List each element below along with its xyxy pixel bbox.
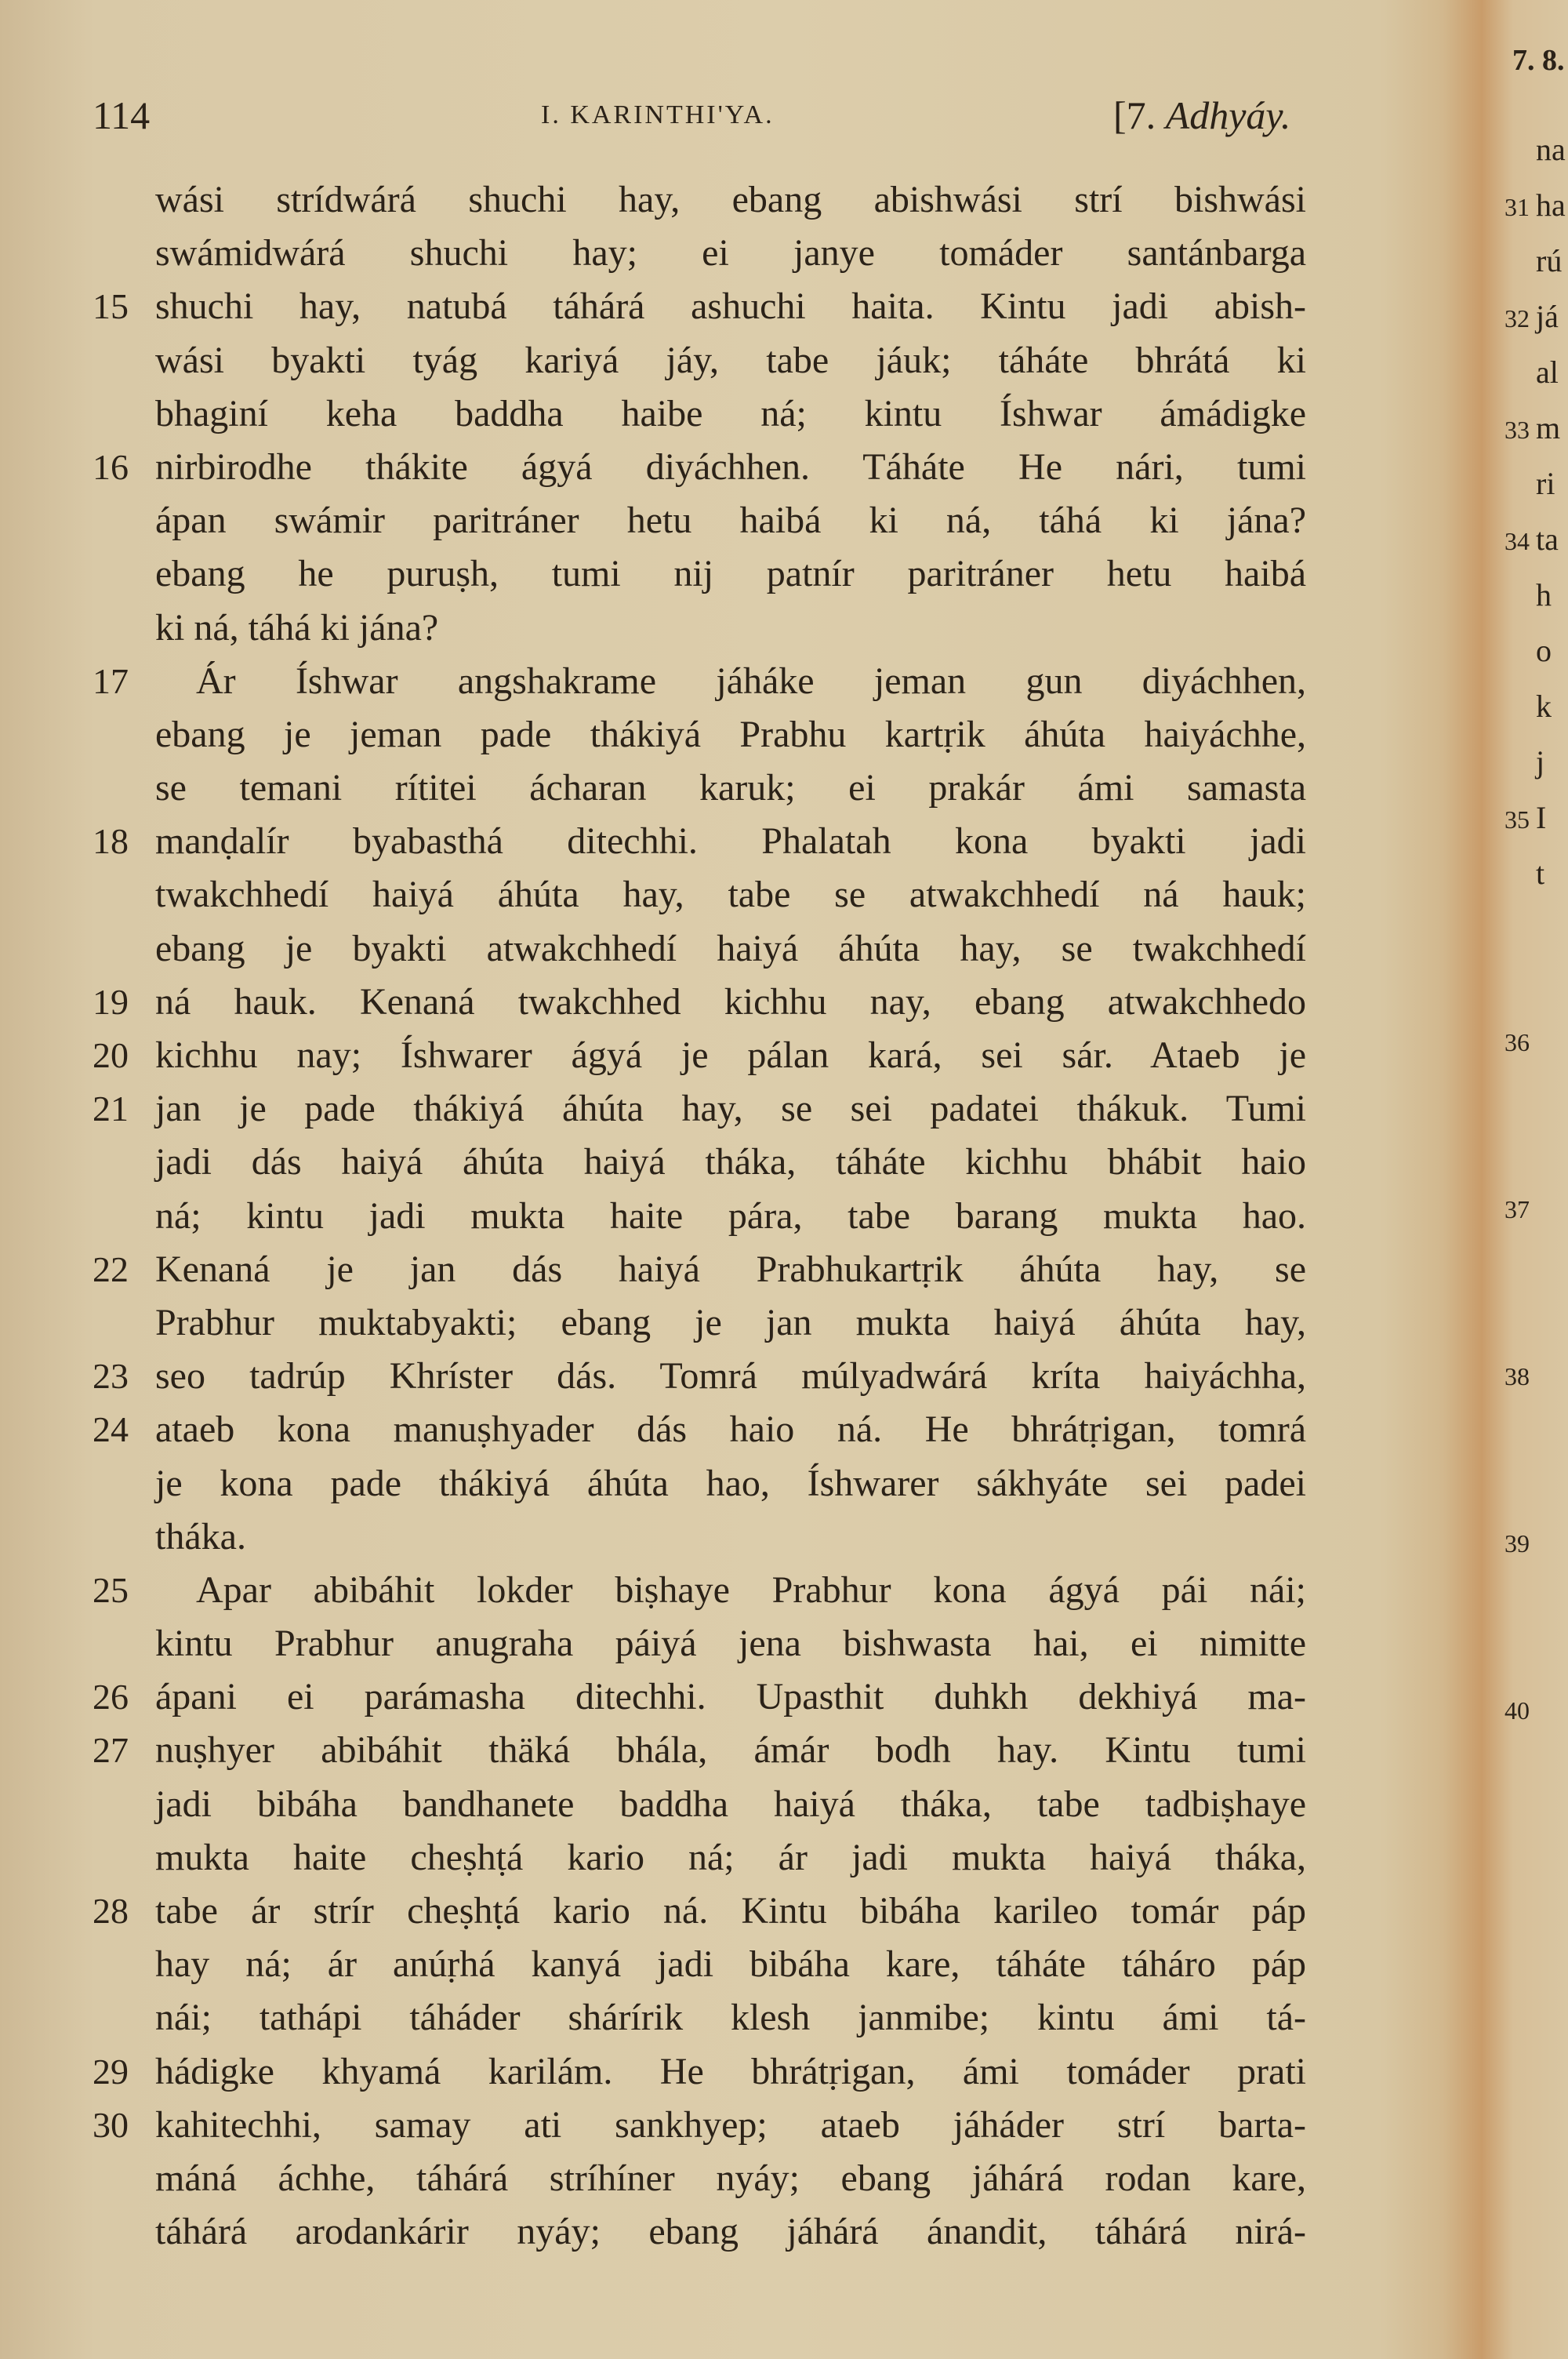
text-line <box>0 815 1458 868</box>
text-line <box>0 1243 1458 1296</box>
line-text: seo tadrúp Khríster dás. Tomrá múlyadwárá kríta haiyáchha, <box>155 1355 1306 1398</box>
facing-line-text: I <box>1536 800 1547 835</box>
text-line <box>0 1082 1458 1136</box>
line-text: Kenaná je jan dás haiyá Prabhukartṛik áhúta hay, se <box>155 1248 1306 1290</box>
text-line <box>0 1510 1458 1564</box>
facing-line <box>1494 122 1566 177</box>
line-text: tháka. <box>155 1515 246 1558</box>
text-line <box>0 547 1458 601</box>
facing-line <box>1494 957 1536 1012</box>
facing-verse-number: 32 <box>1504 304 1530 333</box>
facing-line <box>1494 901 1536 957</box>
text-line <box>0 708 1458 761</box>
facing-line-text: ta <box>1536 522 1559 557</box>
text-line <box>0 922 1458 976</box>
facing-line-text: k <box>1536 689 1552 724</box>
text-line <box>0 1778 1458 1831</box>
text-line <box>0 1885 1458 1938</box>
facing-line-text: al <box>1536 354 1559 390</box>
verse-number: 19 <box>93 981 129 1022</box>
facing-line <box>1494 1402 1536 1458</box>
line-text: manḍalír byabasthá ditechhi. Phalatah kona byakti jadi <box>155 820 1306 863</box>
line-text: twakchhedí haiyá áhúta hay, tabe se atwakchhedí ná hauk; <box>155 874 1306 916</box>
line-text: hádigke khyamá karilám. He bhrátṛigan, ámi tomáder prati <box>155 2050 1306 2092</box>
line-text: se temani rítitei ácharan karuk; ei prakár ámi samasta <box>155 767 1306 809</box>
line-text: jan je pade thákiyá áhúta hay, se sei padatei thákuk. Tumi <box>155 1088 1306 1130</box>
line-text: ki ná, táhá ki jána? <box>155 606 439 649</box>
facing-line <box>1494 845 1544 901</box>
chapter-word: Adhyáy. <box>1165 93 1291 137</box>
text-line <box>0 334 1458 387</box>
line-text: Prabhur muktabyakti; ebang je jan mukta haiyá áhúta hay, <box>155 1301 1306 1343</box>
facing-verse-number: 36 <box>1504 1028 1530 1056</box>
text-line <box>0 1350 1458 1403</box>
body-text <box>0 173 1458 2259</box>
facing-page-edge <box>1494 0 1568 2359</box>
facing-line <box>1494 456 1555 511</box>
text-line <box>0 761 1458 815</box>
facing-line <box>1494 1180 1536 1235</box>
line-text: ápan swámir paritráner hetu haibá ki ná, táhá ki jána? <box>155 500 1306 542</box>
text-line <box>0 2152 1458 2205</box>
facing-line <box>1494 1012 1536 1068</box>
text-line <box>0 387 1458 441</box>
verse-number: 28 <box>93 1891 129 1931</box>
line-text: hay ná; ár anúṛhá kanyá jadi bibáha kare, táháte táháro páp <box>155 1943 1306 1986</box>
facing-line-text: na <box>1536 132 1566 167</box>
line-text: tabe ár strír cheṣhṭá kario ná. Kintu bibáha karileo tomár páp <box>155 1890 1306 1932</box>
text-line <box>0 1029 1458 1082</box>
verse-number: 30 <box>93 2104 129 2145</box>
text-line <box>0 1564 1458 1617</box>
text-line <box>0 1938 1458 1991</box>
text-line <box>0 441 1458 494</box>
facing-verse-number: 39 <box>1504 1529 1530 1558</box>
facing-verse-number: 33 <box>1504 416 1530 444</box>
facing-line-text: m <box>1536 410 1561 445</box>
verse-number: 17 <box>93 660 129 701</box>
text-line <box>0 1670 1458 1724</box>
text-line <box>0 1190 1458 1243</box>
text-line <box>0 2045 1458 2099</box>
verse-number: 20 <box>93 1035 129 1075</box>
verse-number: 22 <box>93 1249 129 1289</box>
verse-number: 16 <box>93 446 129 487</box>
line-text: ápani ei parámasha ditechhi. Upasthit duhkh dekhiyá ma- <box>155 1676 1306 1718</box>
facing-line-text: ri <box>1536 466 1555 501</box>
text-line <box>0 976 1458 1029</box>
text-line <box>0 868 1458 921</box>
verse-number: 27 <box>93 1730 129 1771</box>
facing-line-text: rú <box>1536 243 1563 278</box>
facing-line <box>1494 177 1566 233</box>
facing-line <box>1494 344 1559 400</box>
line-text: kichhu nay; Íshwarer ágyá je pálan kará, sei sár. Ataeb je <box>155 1034 1306 1076</box>
line-text: nirbirodhe thákite ágyá diyáchhen. Táháte He nári, tumi <box>155 445 1306 488</box>
text-line <box>0 1136 1458 1189</box>
facing-line <box>1494 1514 1536 1569</box>
facing-line-text: o <box>1536 633 1552 668</box>
facing-line <box>1494 511 1559 567</box>
facing-line <box>1494 1235 1536 1291</box>
text-line <box>0 1617 1458 1670</box>
verse-number: 18 <box>93 821 129 862</box>
facing-line <box>1494 1068 1536 1124</box>
line-text: shuchi hay, natubá táhárá ashuchi haita. Kintu jadi abish- <box>155 285 1306 328</box>
verse-number: 21 <box>93 1089 129 1129</box>
facing-verse-number: 31 <box>1504 193 1530 221</box>
line-text: Ár Íshwar angshakrame jáháke jeman gun diyáchhen, <box>196 660 1306 702</box>
text-line <box>0 494 1458 547</box>
facing-verse-number: 40 <box>1504 1696 1530 1725</box>
text-line <box>0 1457 1458 1510</box>
line-text: nái; tathápi táháder shárírik klesh janmibe; kintu ámi tá- <box>155 1997 1306 2039</box>
verse-number: 29 <box>93 2051 129 2092</box>
facing-line <box>1494 678 1552 734</box>
facing-line <box>1494 233 1562 289</box>
line-text: ebang je jeman pade thákiyá Prabhu kartṛik áhúta haiyáchhe, <box>155 713 1306 755</box>
facing-page-header: 7. 8. <box>1512 44 1565 77</box>
facing-line <box>1494 1347 1536 1402</box>
facing-line-text: já <box>1536 299 1559 334</box>
facing-line <box>1494 1291 1536 1347</box>
line-text: ebang je byakti atwakchhedí haiyá áhúta hay, se twakchhedí <box>155 927 1306 969</box>
verse-number: 26 <box>93 1677 129 1717</box>
facing-line <box>1494 1625 1536 1681</box>
line-text: bhaginí keha baddha haibe ná; kintu Íshwar ámádigke <box>155 392 1306 434</box>
facing-verse-number: 37 <box>1504 1195 1530 1223</box>
text-line <box>0 2205 1458 2259</box>
facing-line-text: h <box>1536 577 1552 612</box>
text-line <box>0 227 1458 280</box>
text-line <box>0 1403 1458 1456</box>
line-text: táhárá arodankárir nyáy; ebang jáhárá ánandit, táhárá nirá- <box>155 2211 1306 2253</box>
facing-line <box>1494 1124 1536 1180</box>
line-text: je kona pade thákiyá áhúta hao, Íshwarer sákhyáte sei padei <box>155 1462 1306 1504</box>
text-line <box>0 655 1458 708</box>
facing-verse-number: 38 <box>1504 1362 1530 1390</box>
text-line <box>0 173 1458 227</box>
line-text: ebang he puruṣh, tumi nij patnír paritráner hetu haibá <box>155 553 1306 595</box>
line-text: mukta haite cheṣhṭá kario ná; ár jadi mukta haiyá tháka, <box>155 1836 1306 1878</box>
facing-line <box>1494 1458 1536 1514</box>
line-text: kahitechhi, samay ati sankhyep; ataeb jáháder strí barta- <box>155 2103 1306 2146</box>
facing-line <box>1494 623 1552 678</box>
text-line <box>0 280 1458 333</box>
facing-line <box>1494 1569 1536 1625</box>
line-text: máná áchhe, táhárá stríhíner nyáy; ebang jáhárá rodan kare, <box>155 2157 1306 2199</box>
text-line <box>0 1991 1458 2045</box>
line-text: ataeb kona manuṣhyader dás haio ná. He bhrátṛigan, tomrá <box>155 1408 1306 1451</box>
line-text: kintu Prabhur anugraha páiyá jena bishwasta hai, ei nimitte <box>155 1623 1306 1665</box>
text-line <box>0 2099 1458 2152</box>
facing-line <box>1494 567 1552 623</box>
line-text: wási byakti tyág kariyá jáy, tabe jáuk; táháte bhrátá ki <box>155 339 1306 381</box>
text-line <box>0 1831 1458 1885</box>
line-text: Apar abibáhit lokder biṣhaye Prabhur kona ágyá pái nái; <box>196 1568 1306 1611</box>
text-line <box>0 1296 1458 1350</box>
line-text: jadi bibáha bandhanete baddha haiyá tháka, tabe tadbiṣhaye <box>155 1783 1306 1825</box>
line-text: ná hauk. Kenaná twakchhed kichhu nay, ebang atwakchhedo <box>155 980 1306 1023</box>
verse-number: 23 <box>93 1356 129 1397</box>
line-text: jadi dás haiyá áhúta haiyá tháka, táháte kichhu bhábit haio <box>155 1141 1306 1183</box>
text-line <box>0 602 1458 655</box>
line-text: swámidwárá shuchi hay; ei janye tomáder santánbarga <box>155 232 1306 274</box>
chapter-label <box>1113 88 1290 143</box>
verse-number: 24 <box>93 1409 129 1450</box>
facing-verse-number: 35 <box>1504 805 1530 834</box>
text-line <box>0 1724 1458 1777</box>
running-title: I. KARINTHI'YA. <box>541 100 775 129</box>
facing-line <box>1494 790 1546 845</box>
line-text: nuṣhyer abibáhit thäká bhála, ámár bodh hay. Kintu tumi <box>155 1729 1306 1772</box>
chapter-number: [7. <box>1113 93 1166 137</box>
facing-line-text: j <box>1536 744 1545 780</box>
facing-line-text: t <box>1536 856 1545 891</box>
line-text: ná; kintu jadi mukta haite pára, tabe barang mukta hao. <box>155 1194 1306 1237</box>
facing-line <box>1494 289 1559 344</box>
line-text: wási strídwárá shuchi hay, ebang abishwási strí bishwási <box>155 179 1306 220</box>
verse-number: 15 <box>93 286 129 327</box>
facing-line <box>1494 734 1544 790</box>
facing-line <box>1494 400 1560 456</box>
page-number: 114 <box>93 93 151 137</box>
facing-line <box>1494 1681 1536 1736</box>
facing-verse-number: 34 <box>1504 527 1530 555</box>
verse-number: 25 <box>93 1569 129 1610</box>
facing-line-text: ha <box>1536 187 1566 223</box>
